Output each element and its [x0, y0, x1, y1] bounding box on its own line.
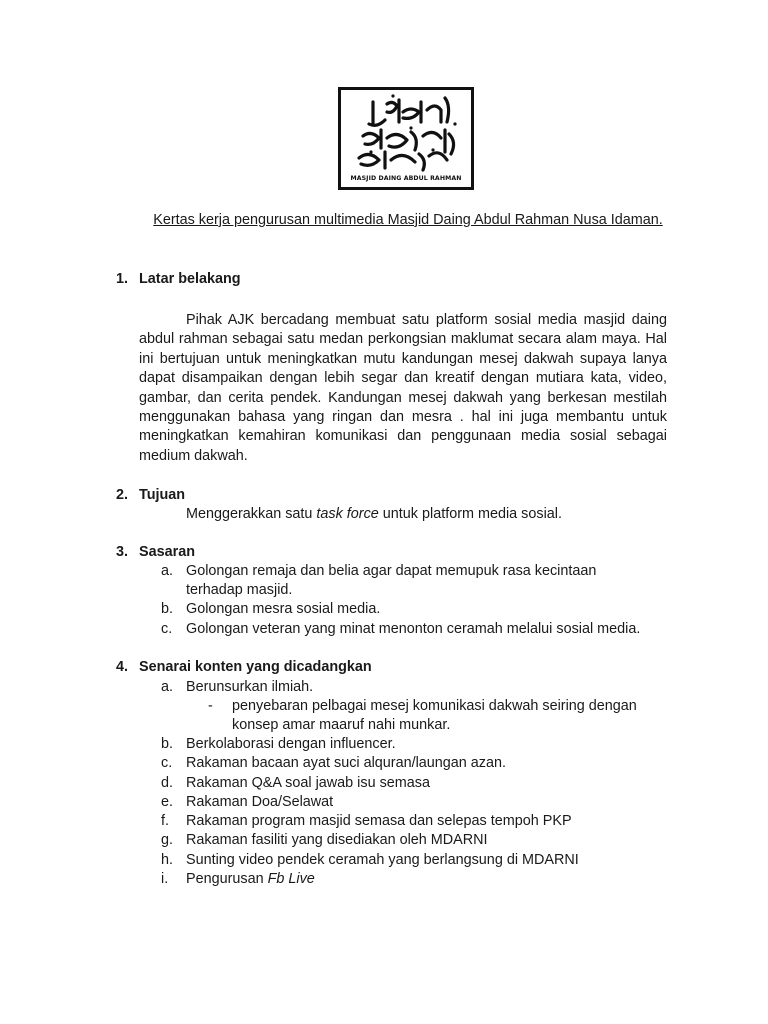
section-heading-text: Senarai konten yang dicadangkan: [139, 659, 372, 675]
goal-text: [186, 505, 562, 524]
list-marker: a.: [161, 563, 174, 579]
document-title: Kertas kerja pengurusan multimedia Masjid Daing Abdul Rahman Nusa Idaman.: [153, 212, 663, 228]
list-marker: f.: [161, 813, 169, 829]
list-item-text: Rakaman program masjid semasa dan selepas tempoh PKP: [186, 813, 572, 829]
list-marker: a.: [161, 679, 174, 695]
section-number: 3.: [116, 544, 129, 560]
list-item-line: konsep amar maaruf nahi munkar.: [232, 717, 451, 734]
list-marker: c.: [161, 755, 173, 771]
list-item-line: Golongan remaja dan belia agar dapat memupuk rasa kecintaan: [186, 563, 597, 579]
list-item-text: Berkolaborasi dengan influencer.: [186, 736, 396, 752]
list-item-text: [186, 870, 676, 889]
list-marker: b.: [161, 736, 174, 752]
list-marker: b.: [161, 601, 174, 617]
goal-text-before: Menggerakkan satu: [186, 506, 317, 522]
section-heading-4: [116, 658, 372, 677]
section-heading-text: Sasaran: [139, 544, 196, 560]
list-marker: g.: [161, 832, 174, 848]
list-item-line: penyebaran pelbagai mesej komunikasi dakwah seiring dengan: [232, 698, 637, 714]
list-item-text-italic: Fb Live: [267, 871, 315, 887]
list-item-text: [232, 697, 672, 735]
list-item-text: Rakaman fasiliti yang disediakan oleh MDARNI: [186, 832, 488, 848]
logo-caption: MASJID DAING ABDUL RAHMAN: [350, 175, 462, 182]
list-marker: e.: [161, 794, 174, 810]
list-marker: i.: [161, 871, 169, 887]
list-marker: c.: [161, 621, 173, 637]
list-item-text: Golongan mesra sosial media.: [186, 601, 381, 617]
section-heading-text: Tujuan: [139, 487, 186, 503]
list-item-text: Berunsurkan ilmiah.: [186, 679, 314, 695]
list-item-text: Rakaman Q&A soal jawab isu semasa: [186, 775, 430, 791]
section-number: 2.: [116, 487, 129, 503]
goal-text-italic: task force: [316, 506, 379, 522]
arabic-calligraphy-icon: [341, 90, 471, 187]
section-number: 4.: [116, 659, 129, 675]
section-heading-text: Latar belakang: [139, 271, 241, 287]
list-item-text: Sunting video pendek ceramah yang berlangsung di MDARNI: [186, 852, 579, 868]
list-item-text: [186, 562, 676, 600]
list-item-line: terhadap masjid.: [186, 582, 293, 599]
background-paragraph: Pihak AJK bercadang membuat satu platform sosial media masjid daing abdul rahman sebagai satu medan perkongsian maklumat secara alam maya. Hal ini bertujuan untuk meningkatkan mutu kandungan mesej dakwah supaya lanya dapat disampaikan dengan lebih segar dan kreatif dengan mutiara kata, video, gambar, dan cerita pendek. Kandungan mesej dakwah yang berkesan mestilah menggunakan bahasa yang ringan dan mesra . hal ini juga membantu untuk meningkatkan kemahiran komunikasi dan penggunaan media sosial sebagai medium dakwah.: [139, 312, 667, 464]
list-item-text-before: Pengurusan: [186, 871, 268, 887]
section-number: 1.: [116, 271, 129, 287]
list-item-text: Golongan veteran yang minat menonton ceramah melalui sosial media.: [186, 621, 641, 637]
section-heading-1: [116, 270, 241, 289]
list-item-text: Rakaman Doa/Selawat: [186, 794, 334, 810]
mosque-logo: [338, 87, 474, 190]
section-heading-2: [116, 486, 185, 505]
list-marker: d.: [161, 775, 174, 791]
list-marker: -: [208, 698, 213, 714]
section-heading-3: [116, 543, 195, 562]
list-marker: h.: [161, 852, 174, 868]
goal-text-after: untuk platform media sosial.: [378, 506, 562, 522]
list-item-text: Rakaman bacaan ayat suci alquran/laungan azan.: [186, 755, 507, 771]
